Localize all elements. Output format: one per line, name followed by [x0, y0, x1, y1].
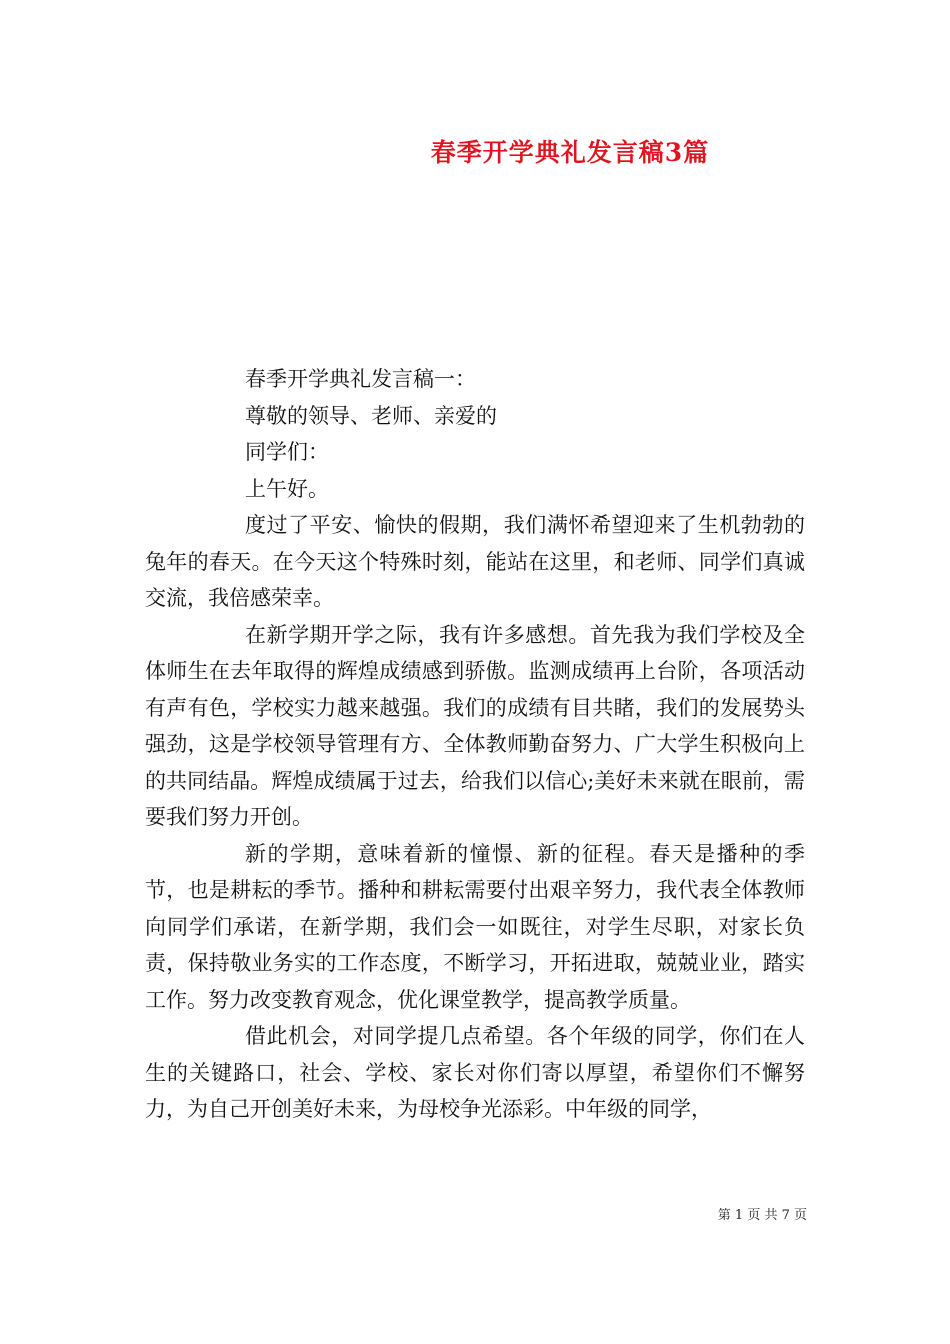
- paragraph: 在新学期开学之际，我有许多感想。首先我为我们学校及全体师生在去年取得的辉煌成绩感到骄傲。监测成绩再上台阶，各项活动有声有色，学校实力越来越强。我们的成绩有目共睹，我们的发展势头强劲，这是学校领导管理有方、全体教师勤奋努力、广大学生积极向上的共同结晶。辉煌成绩属于过去，给我们以信心;美好未来就在眼前，需要我们努力开创。: [145, 622, 805, 829]
- paragraph: 新的学期，意味着新的憧憬、新的征程。春天是播种的季节，也是耕耘的季节。播种和耕耘需要付出艰辛努力，我代表全体教师向同学们承诺，在新学期，我们会一如既往，对学生尽职，对家长负责，保持敬业务实的工作态度，不断学习，开拓进取，兢兢业业，踏实工作。努力改变教育观念，优化课堂教学，提高教学质量。: [145, 841, 805, 1012]
- paragraph: 度过了平安、愉快的假期，我们满怀希望迎来了生机勃勃的兔年的春天。在今天这个特殊时刻，能站在这里，和老师、同学们真诚交流，我倍感荣幸。: [145, 513, 805, 610]
- paragraph: 借此机会，对同学提几点希望。各个年级的同学，你们在人生的关键路口，社会、学校、家长对你们寄以厚望，希望你们不懈努力，为自己开创美好未来，为母校争光添彩。中年级的同学，: [145, 1024, 805, 1121]
- document-title: 春季开学典礼发言稿3篇: [430, 138, 710, 167]
- document-body: [145, 361, 805, 1128]
- salutation-line-1: 尊敬的领导、老师、亲爱的: [245, 403, 497, 428]
- page-number: 第 1 页 共 7 页: [717, 1208, 807, 1223]
- salutation-line-2: 同学们：: [245, 440, 329, 464]
- greeting-line: 上午好。: [245, 476, 329, 501]
- speech-heading: 春季开学典礼发言稿一：: [245, 367, 476, 391]
